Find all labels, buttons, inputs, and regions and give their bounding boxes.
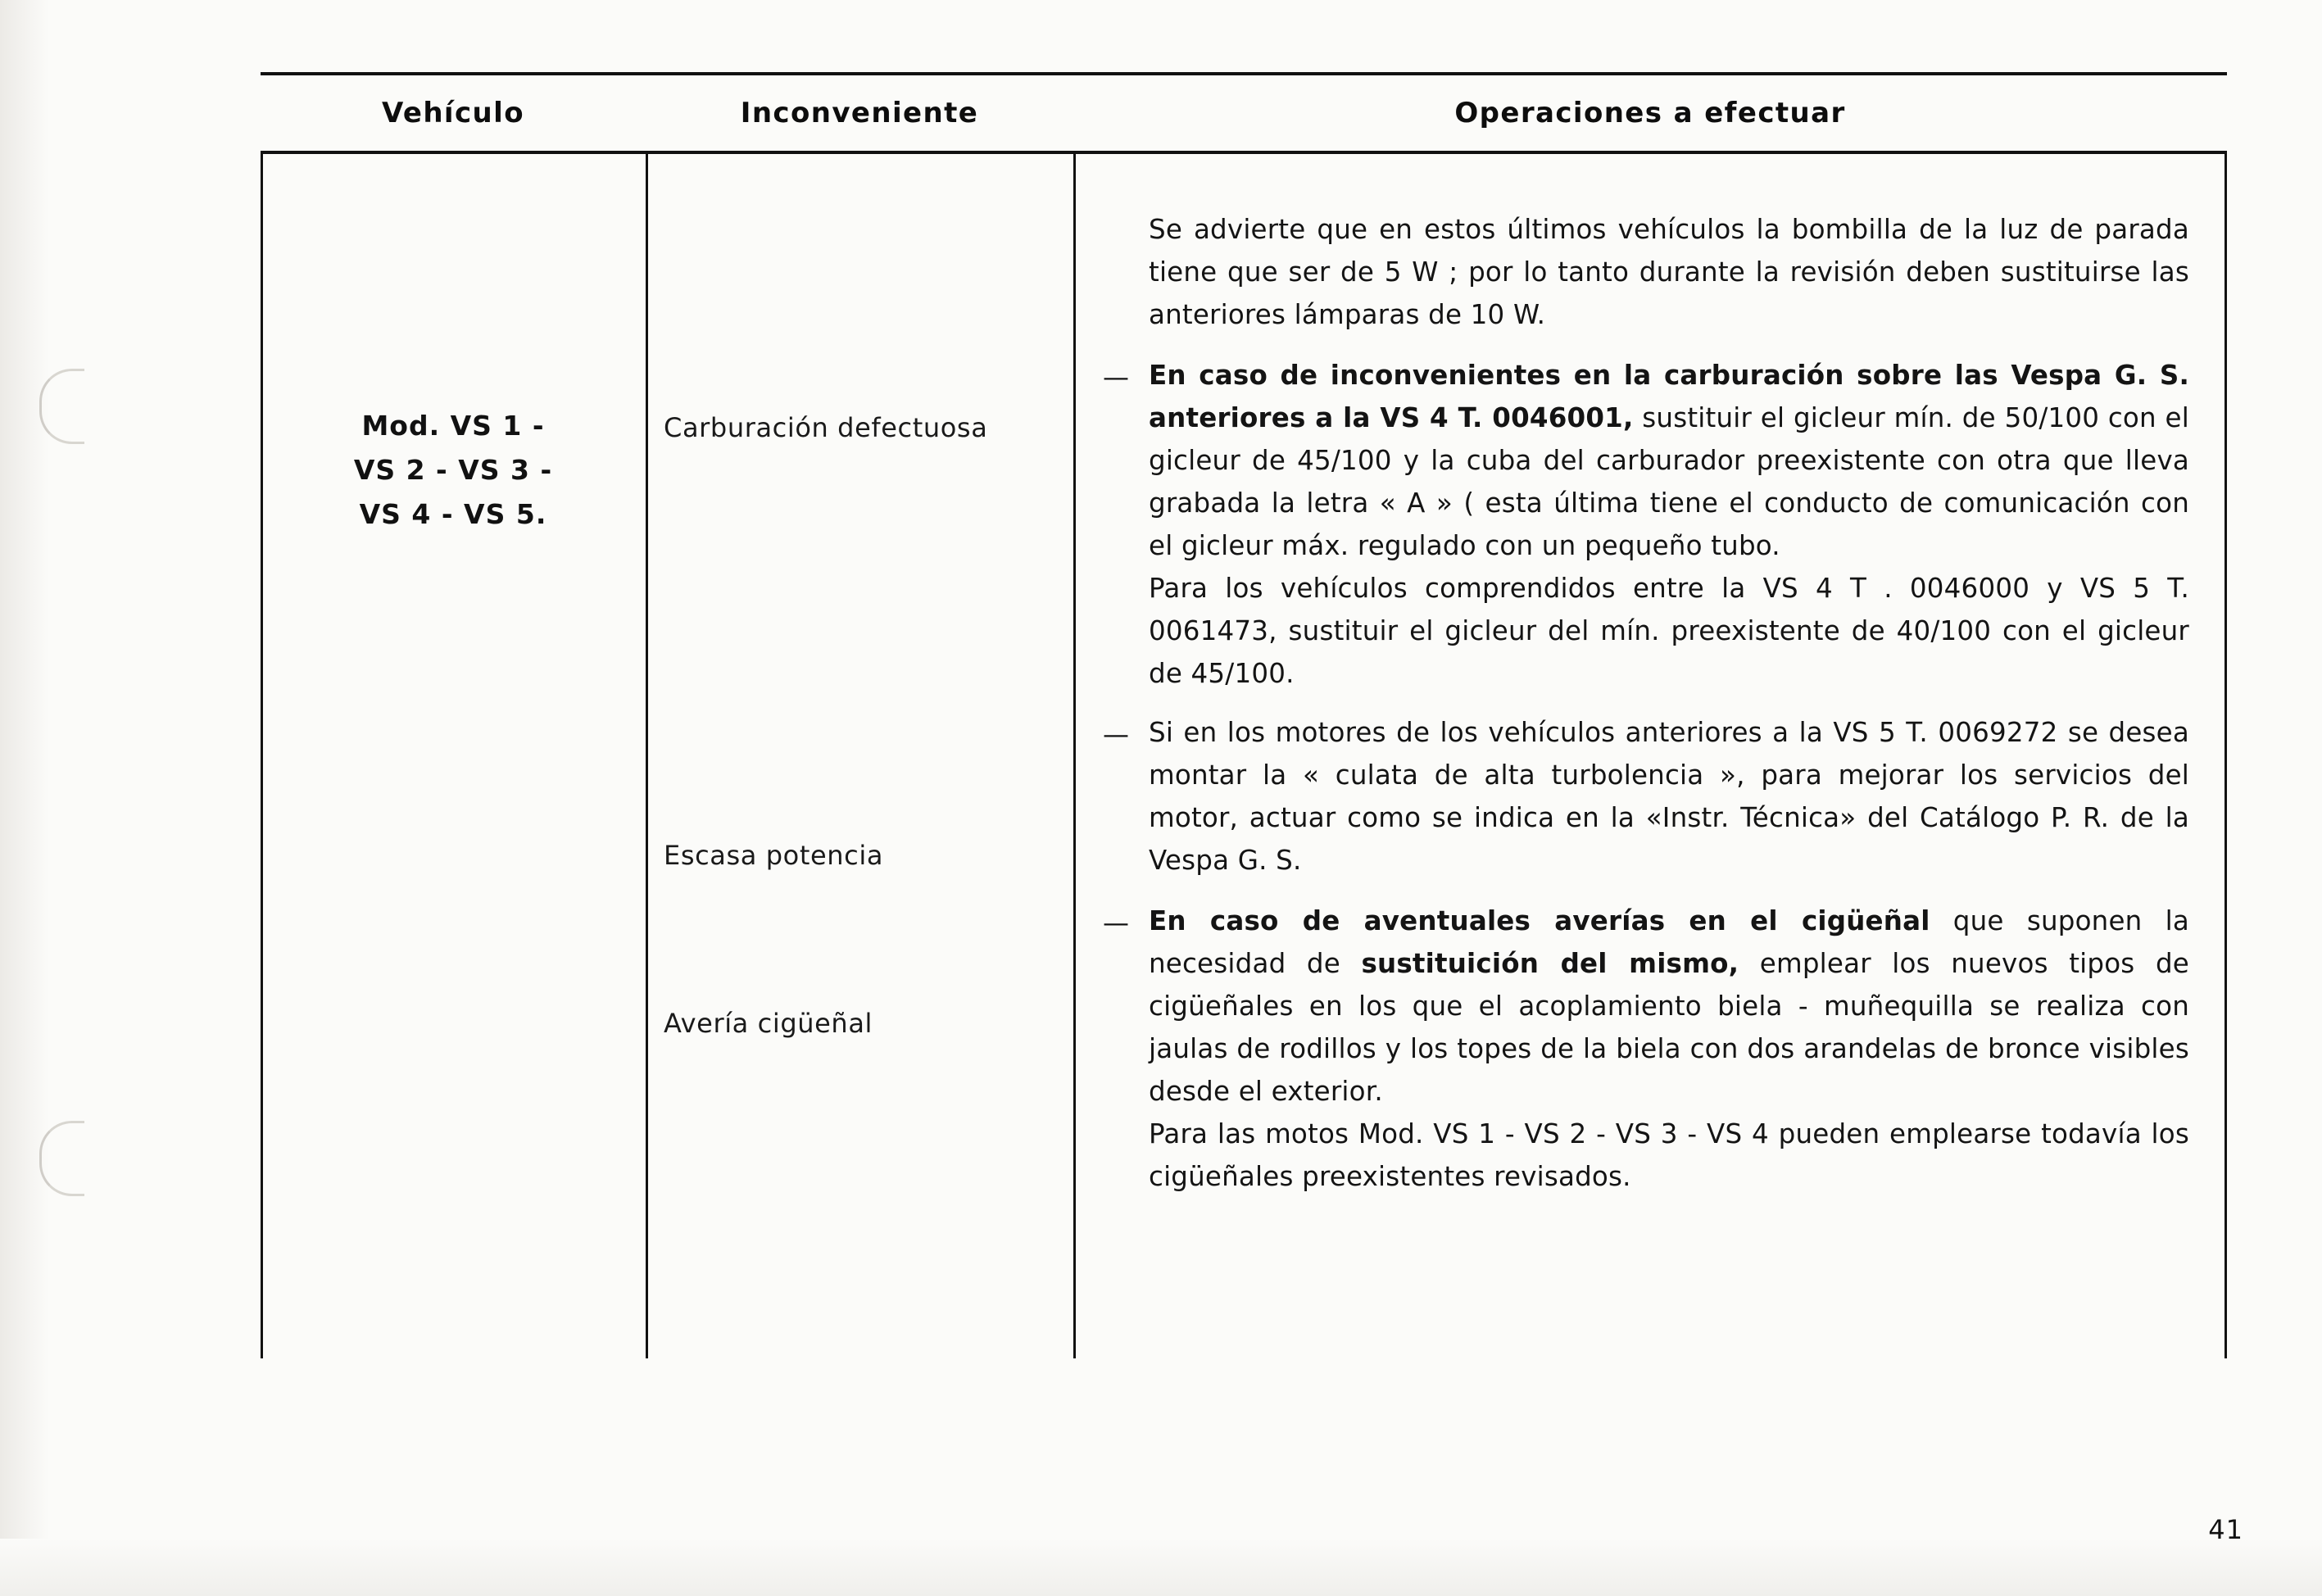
scan-edge-bottom [0,1539,2322,1596]
operacion-rest: emplear los nuevos tipos de cigüeñales en los que el acoplamiento biela - muñequilla se realiza con jaulas de rodillos y los topes de la biela con dos arandelas de bronce visibles desde el exterior. [1149,948,2189,1107]
list-dash-icon: — [1103,361,1129,392]
operacion-paragraph-potencia [1103,711,2189,882]
column-header-inconveniente: Inconveniente [740,97,979,129]
operacion-paragraph-ciguenal [1103,900,2189,1113]
operacion-text-extra: Para los vehículos comprendidos entre la VS 4 T . 0046000 y VS 5 T. 0061473, sustituir el gicleur del mín. preexistente de 40/100 con el gicleur de 45/100. [1149,573,2189,689]
table-header-row [261,75,2227,151]
page-number: 41 [2208,1514,2243,1545]
inconveniente-item: Escasa potencia [664,840,884,871]
vehiculo-line-1: Mod. VS 1 - [361,410,545,442]
table-body-row [261,154,2227,1358]
operacion-paragraph-intro [1103,154,2189,336]
vehiculo-line-2: VS 2 - VS 3 - [353,454,553,486]
operacion-paragraph-carburacion-extra [1103,567,2189,695]
inconveniente-item: Carburación defectuosa [664,412,988,443]
operacion-rest: sustituir el gicleur mín. de 50/100 con el gicleur de 45/100 y la cuba del carburador preexistente con otra que lleva grabada la letra « A » ( esta última tiene el conducto de comunicación con el gicleur máx. regulado con un pequeño tubo. [1149,402,2189,561]
vehiculo-line-3: VS 4 - VS 5. [359,498,547,530]
operacion-mid: que suponen la necesidad de [1149,905,2189,979]
operacion-bold-lead: En caso de inconvenientes en la carburación sobre las Vespa G. S. anteriores a la VS 4 T. 0046001, [1149,360,2189,433]
column-header-vehiculo: Vehículo [382,97,524,129]
column-header-operaciones: Operaciones a efectuar [1454,97,1846,129]
vehiculo-models [261,404,646,537]
maintenance-table [261,72,2227,1358]
operacion-text: Si en los motores de los vehículos anteriores a la VS 5 T. 0069272 se desea montar la « culata de alta turbolencia », para mejorar los servicios del motor, actuar como se indica en la «Instr. Técnica» del Catálogo P. R. de la Vespa G. S. [1149,717,2189,876]
cell-inconveniente [646,154,1073,1358]
operacion-text [1149,354,2189,567]
operacion-paragraph-carburacion [1103,354,2189,567]
operacion-text: Se advierte que en estos últimos vehículos la bombilla de la luz de parada tiene que ser de 5 W ; por lo tanto durante la revisión deben sustituirse las anteriores lámparas de 10 W. [1149,214,2189,330]
operacion-bold-lead: En caso de aventuales averías en el cigüeñal [1149,905,1930,936]
cell-operaciones [1073,154,2227,1358]
operacion-text-extra: Para las motos Mod. VS 1 - VS 2 - VS 3 - VS 4 pueden emplearse todavía los cigüeñales preexistentes revisados. [1149,1118,2189,1192]
list-dash-icon: — [1103,907,1129,938]
operacion-bold-mid: sustituición del mismo, [1361,948,1739,979]
operacion-text [1149,900,2189,1113]
scan-edge-left [0,0,49,1596]
inconveniente-item: Avería cigüeñal [664,1008,873,1039]
list-dash-icon: — [1103,719,1129,750]
operacion-paragraph-ciguenal-extra [1103,1113,2189,1198]
cell-vehiculo [261,154,646,1358]
